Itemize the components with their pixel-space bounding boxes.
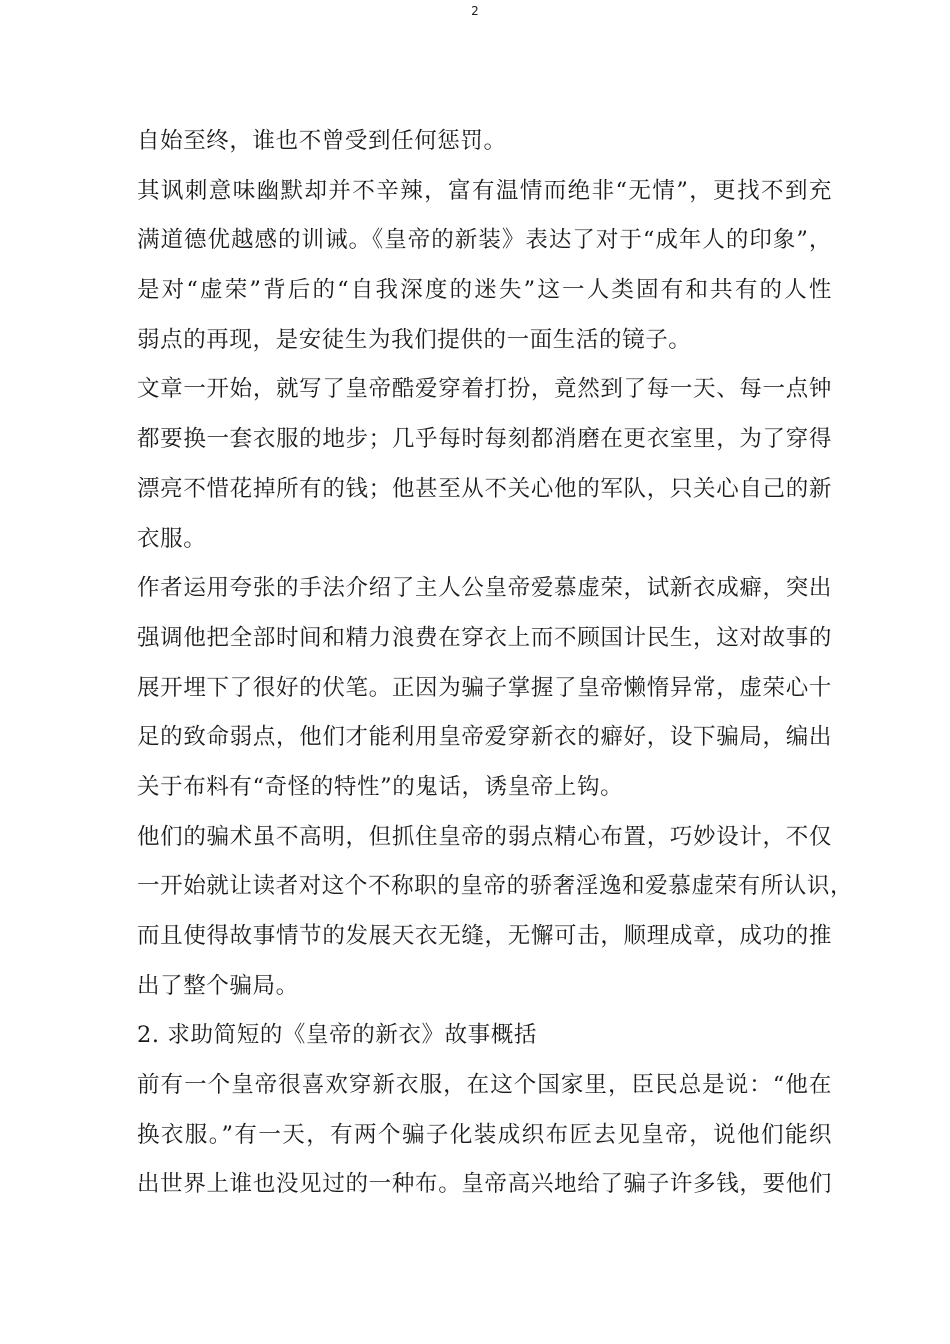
text-line: 而且使得故事情节的发展天衣无缝，无懈可击，顺理成章，成功的推: [137, 923, 832, 949]
text-line: 满道德优越感的训诫。《皇帝的新装》表达了对于“成年人的印象”，: [137, 227, 832, 254]
text-line: 一开始就让读者对这个不称职的皇帝的骄奢淫逸和爱慕虚荣有所认识，: [137, 873, 854, 900]
document-body: [137, 117, 854, 1210]
text-line: 自始至终，谁也不曾受到任何惩罚。: [137, 128, 507, 154]
text-line: 其讽刺意味幽默却并不辛辣，富有温情而绝非“无情”，更找不到充: [137, 177, 832, 204]
text-line: 文章一开始，就写了皇帝酷爱穿着打扮，竟然到了每一天、每一点钟: [137, 376, 832, 403]
text-line: 展开埋下了很好的伏笔。正因为骗子掌握了皇帝懒惰异常，虚荣心十: [137, 674, 832, 701]
section-heading: 2. 求助简短的《皇帝的新衣》故事概括: [137, 1022, 538, 1049]
text-line: 换衣服。”有一天，有两个骗子化装成织布匠去见皇帝，说他们能织: [137, 1121, 832, 1148]
text-line: 前有一个皇帝很喜欢穿新衣服，在这个国家里，臣民总是说：“他在: [137, 1072, 832, 1099]
text-line: 作者运用夸张的手法介绍了主人公皇帝爱慕虚荣，试新衣成癖，突出: [137, 575, 832, 602]
text-line: 强调他把全部时间和精力浪费在穿衣上而不顾国计民生，这对故事的: [137, 624, 832, 651]
text-line: 都要换一套衣服的地步；几乎每时每刻都消磨在更衣室里，为了穿得: [137, 426, 832, 453]
text-line: 弱点的再现，是安徒生为我们提供的一面生活的镜子。: [137, 326, 692, 353]
page-number: 2: [471, 4, 479, 18]
text-line: 是对“虚荣”背后的“自我深度的迷失”这一人类固有和共有的人性: [137, 277, 832, 304]
text-line: 他们的骗术虽不高明，但抓住皇帝的弱点精心布置，巧妙设计，不仅: [137, 823, 832, 850]
text-line: 出世界上谁也没见过的一种布。皇帝高兴地给了骗子许多钱，要他们: [137, 1171, 832, 1198]
text-line: 关于布料有“奇怪的特性”的鬼话，诱皇帝上钩。: [137, 773, 624, 800]
text-line: 漂亮不惜花掉所有的钱；他甚至从不关心他的军队，只关心自己的新: [137, 475, 832, 502]
text-line: 衣服。: [137, 525, 207, 552]
text-line: 足的致命弱点，他们才能利用皇帝爱穿新衣的癖好，设下骗局，编出: [137, 724, 832, 751]
text-line: 出了整个骗局。: [137, 972, 299, 999]
